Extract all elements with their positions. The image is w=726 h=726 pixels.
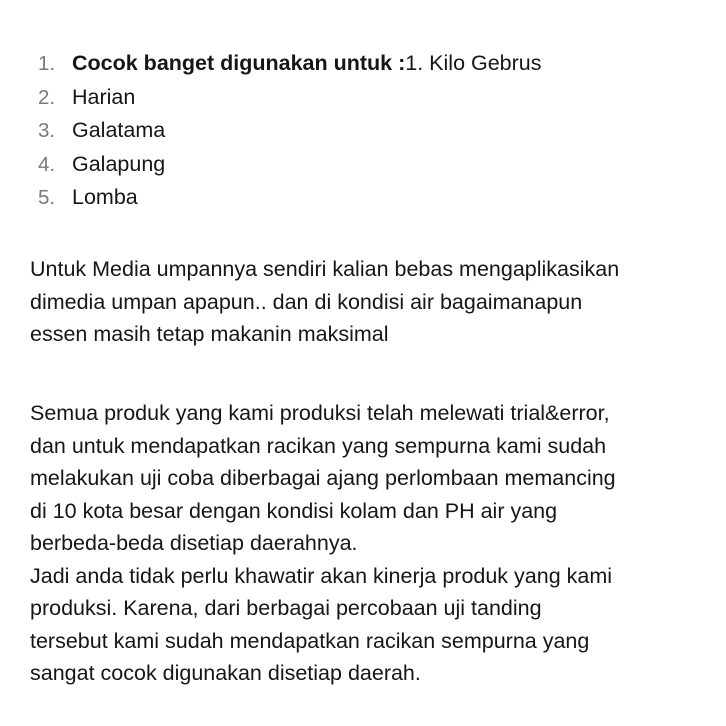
paragraph-line: melakukan uji coba diberbagai ajang perlombaan memancing	[30, 466, 616, 490]
paragraph-line: tersebut kami sudah mendapatkan racikan sempurna yang	[30, 628, 590, 653]
list-item-text: Galapung	[72, 151, 166, 176]
paragraph-line: essen masih tetap makanin maksimal	[30, 322, 389, 346]
list-item	[38, 148, 542, 182]
paragraph-line: dimedia umpan apapun.. dan di kondisi air bagaimanapun	[30, 289, 583, 314]
list-number: 5.	[38, 186, 56, 209]
list-item	[38, 181, 542, 215]
media-paragraph	[30, 253, 619, 351]
list-number: 2.	[38, 85, 56, 109]
list-item-text: Lomba	[72, 185, 138, 209]
paragraph-line: Jadi anda tidak perlu khawatir akan kinerja produk yang kami	[30, 563, 613, 588]
list-item-text: Galatama	[72, 118, 166, 142]
paragraph-line: Semua produk yang kami produksi telah melewati trial&error,	[30, 401, 610, 425]
paragraph-line: dan untuk mendapatkan racikan yang sempurna kami sudah	[30, 433, 607, 458]
paragraph-line: produksi. Karena, dari berbagai percobaan uji tanding	[30, 596, 542, 620]
paragraph-line: berbeda-beda disetiap daerahnya.	[30, 531, 358, 555]
list-item-text: 1. Kilo Gebrus	[405, 51, 542, 75]
list-number: 1.	[38, 52, 56, 75]
list-number: 3.	[38, 119, 56, 142]
list-number: 4.	[38, 152, 56, 176]
product-paragraph	[30, 397, 616, 690]
paragraph-line: sangat cocok digunakan disetiap daerah.	[30, 661, 421, 685]
list-heading: Cocok banget digunakan untuk :	[72, 51, 406, 75]
list-item	[38, 114, 542, 148]
list-item	[38, 47, 542, 81]
paragraph-line: di 10 kota besar dengan kondisi kolam dan PH air yang	[30, 498, 558, 523]
paragraph-line: Untuk Media umpannya sendiri kalian bebas mengaplikasikan	[30, 257, 620, 281]
list-item-text: Harian	[72, 84, 136, 109]
list-item	[38, 81, 542, 115]
usage-list	[38, 47, 542, 215]
